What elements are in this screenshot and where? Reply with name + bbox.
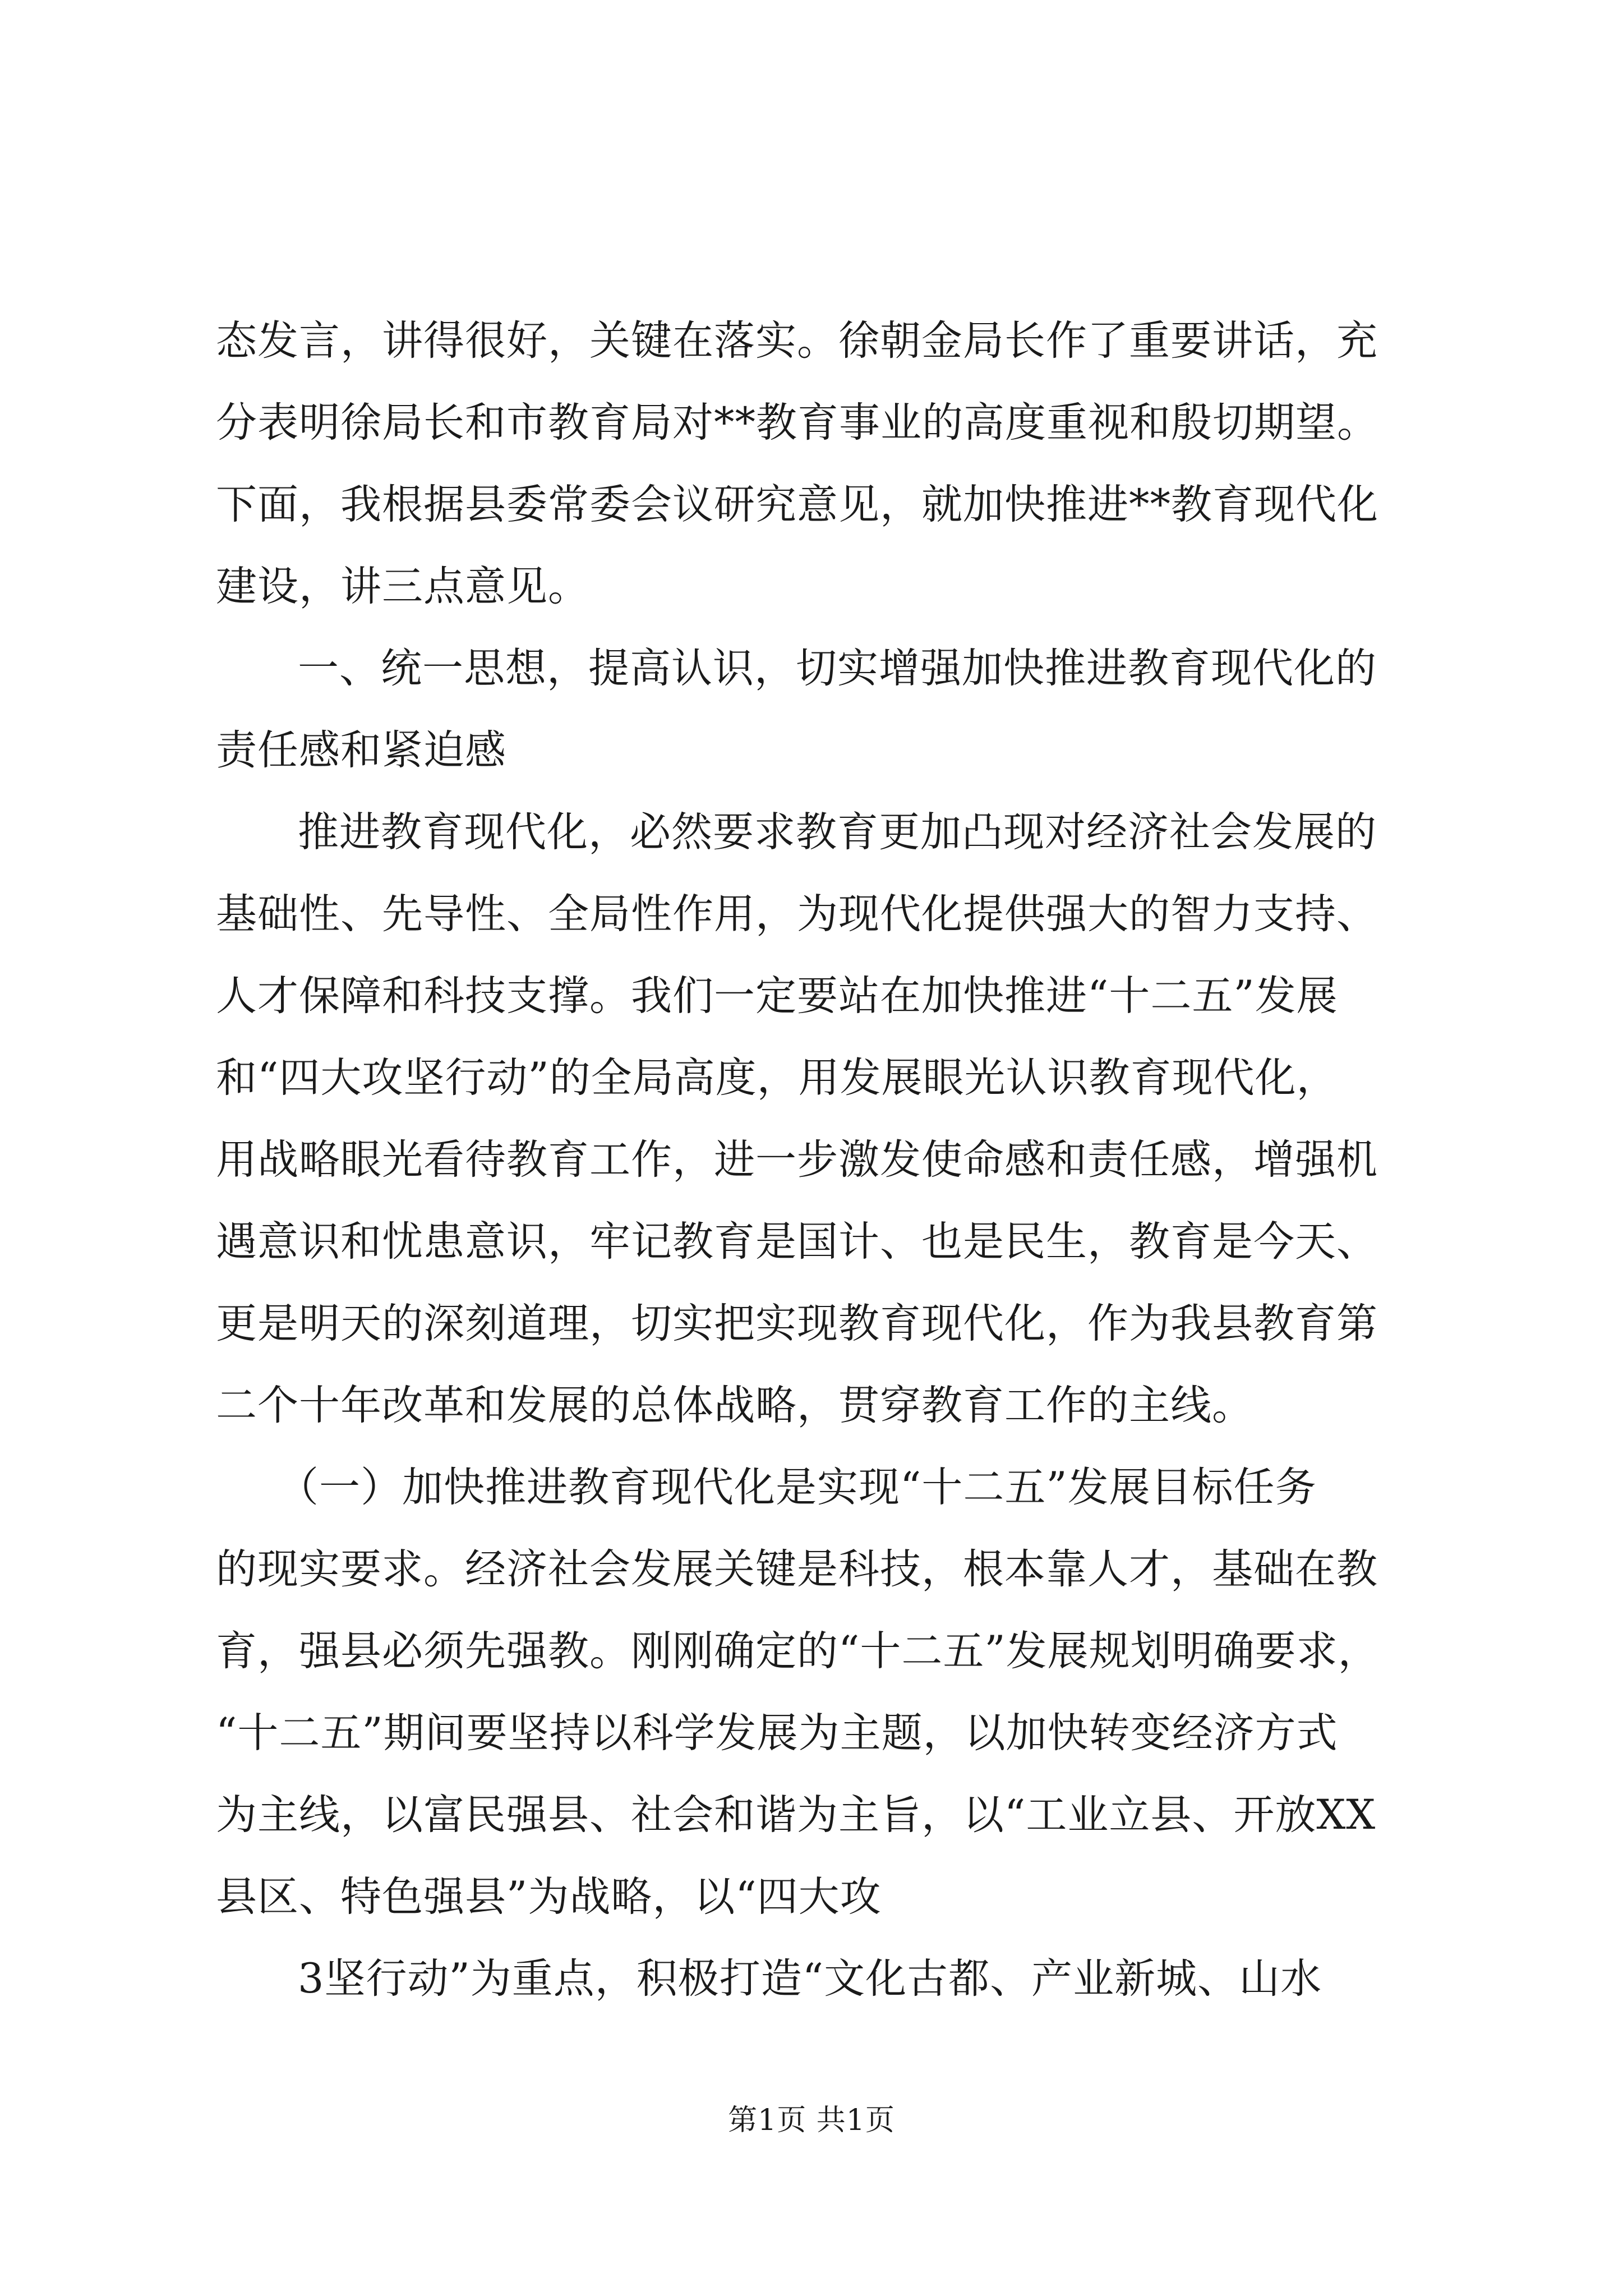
text-line: 人才保障和科技支撑。我们一定要站在加快推进“十二五”发展 [216, 972, 1338, 1020]
text-line: 推进教育现代化，必然要求教育更加凸现对经济社会发展的 [298, 808, 1377, 856]
text-line: 3坚行动”为重点，积极打造“文化古都、产业新城、山水 [298, 1955, 1322, 2003]
paragraph-body [216, 792, 1416, 1447]
page-footer [0, 2101, 1623, 2140]
text-line: 二个十年改革和发展的总体战略，贯穿教育工作的主线。 [216, 1382, 1253, 1429]
text-line: （一）加快推进教育现代化是实现“十二五”发展目标任务 [278, 1464, 1317, 1511]
text-line: 和“四大攻坚行动”的全局高度，用发展眼光认识教育现代化， [216, 1054, 1338, 1102]
text-line: 更是明天的深刻道理，切实把实现教育现代化，作为我县教育第 [216, 1300, 1378, 1347]
text-line: 的现实要求。经济社会发展关键是科技，根本靠人才，基础在教 [216, 1545, 1378, 1593]
text-line: 基础性、先导性、全局性作用，为现代化提供强大的智力支持、 [216, 890, 1378, 938]
paragraph-subsection-1 [216, 1447, 1416, 1938]
text-line: “十二五”期间要坚持以科学发展为主题，以加快转变经济方式 [216, 1709, 1338, 1757]
heading-line: 一、统一思想，提高认识，切实增强加快推进教育现代化的 [298, 645, 1377, 692]
text-line: 用战略眼光看待教育工作，进一步激发使命感和责任感，增强机 [216, 1136, 1378, 1184]
text-line: 分表明徐局长和市教育局对**教育事业的高度重视和殷切期望。 [216, 399, 1378, 447]
paragraph-continuation [216, 1938, 1416, 2020]
text-line: 建设，讲三点意见。 [216, 563, 589, 610]
text-line: 育，强县必须先强教。刚刚确定的“十二五”发展规划明确要求， [216, 1627, 1380, 1675]
text-line: 县区、特色强县”为战略，以“四大攻 [216, 1873, 882, 1921]
page-number-label: 第1页 共1页 [728, 2104, 895, 2137]
paragraph-opening [216, 300, 1416, 628]
heading-line: 责任感和紧迫感 [216, 726, 506, 774]
document-body [216, 300, 1416, 2020]
text-line: 态发言，讲得很好，关键在落实。徐朝金局长作了重要讲话，充 [216, 317, 1378, 365]
text-line: 遇意识和忧患意识，牢记教育是国计、也是民生，教育是今天、 [216, 1218, 1378, 1266]
section-heading [216, 628, 1416, 792]
text-line: 为主线，以富民强县、社会和谐为主旨，以“工业立县、开放XX [216, 1791, 1376, 1839]
text-line: 下面，我根据县委常委会议研究意见，就加快推进**教育现代化 [216, 481, 1378, 528]
